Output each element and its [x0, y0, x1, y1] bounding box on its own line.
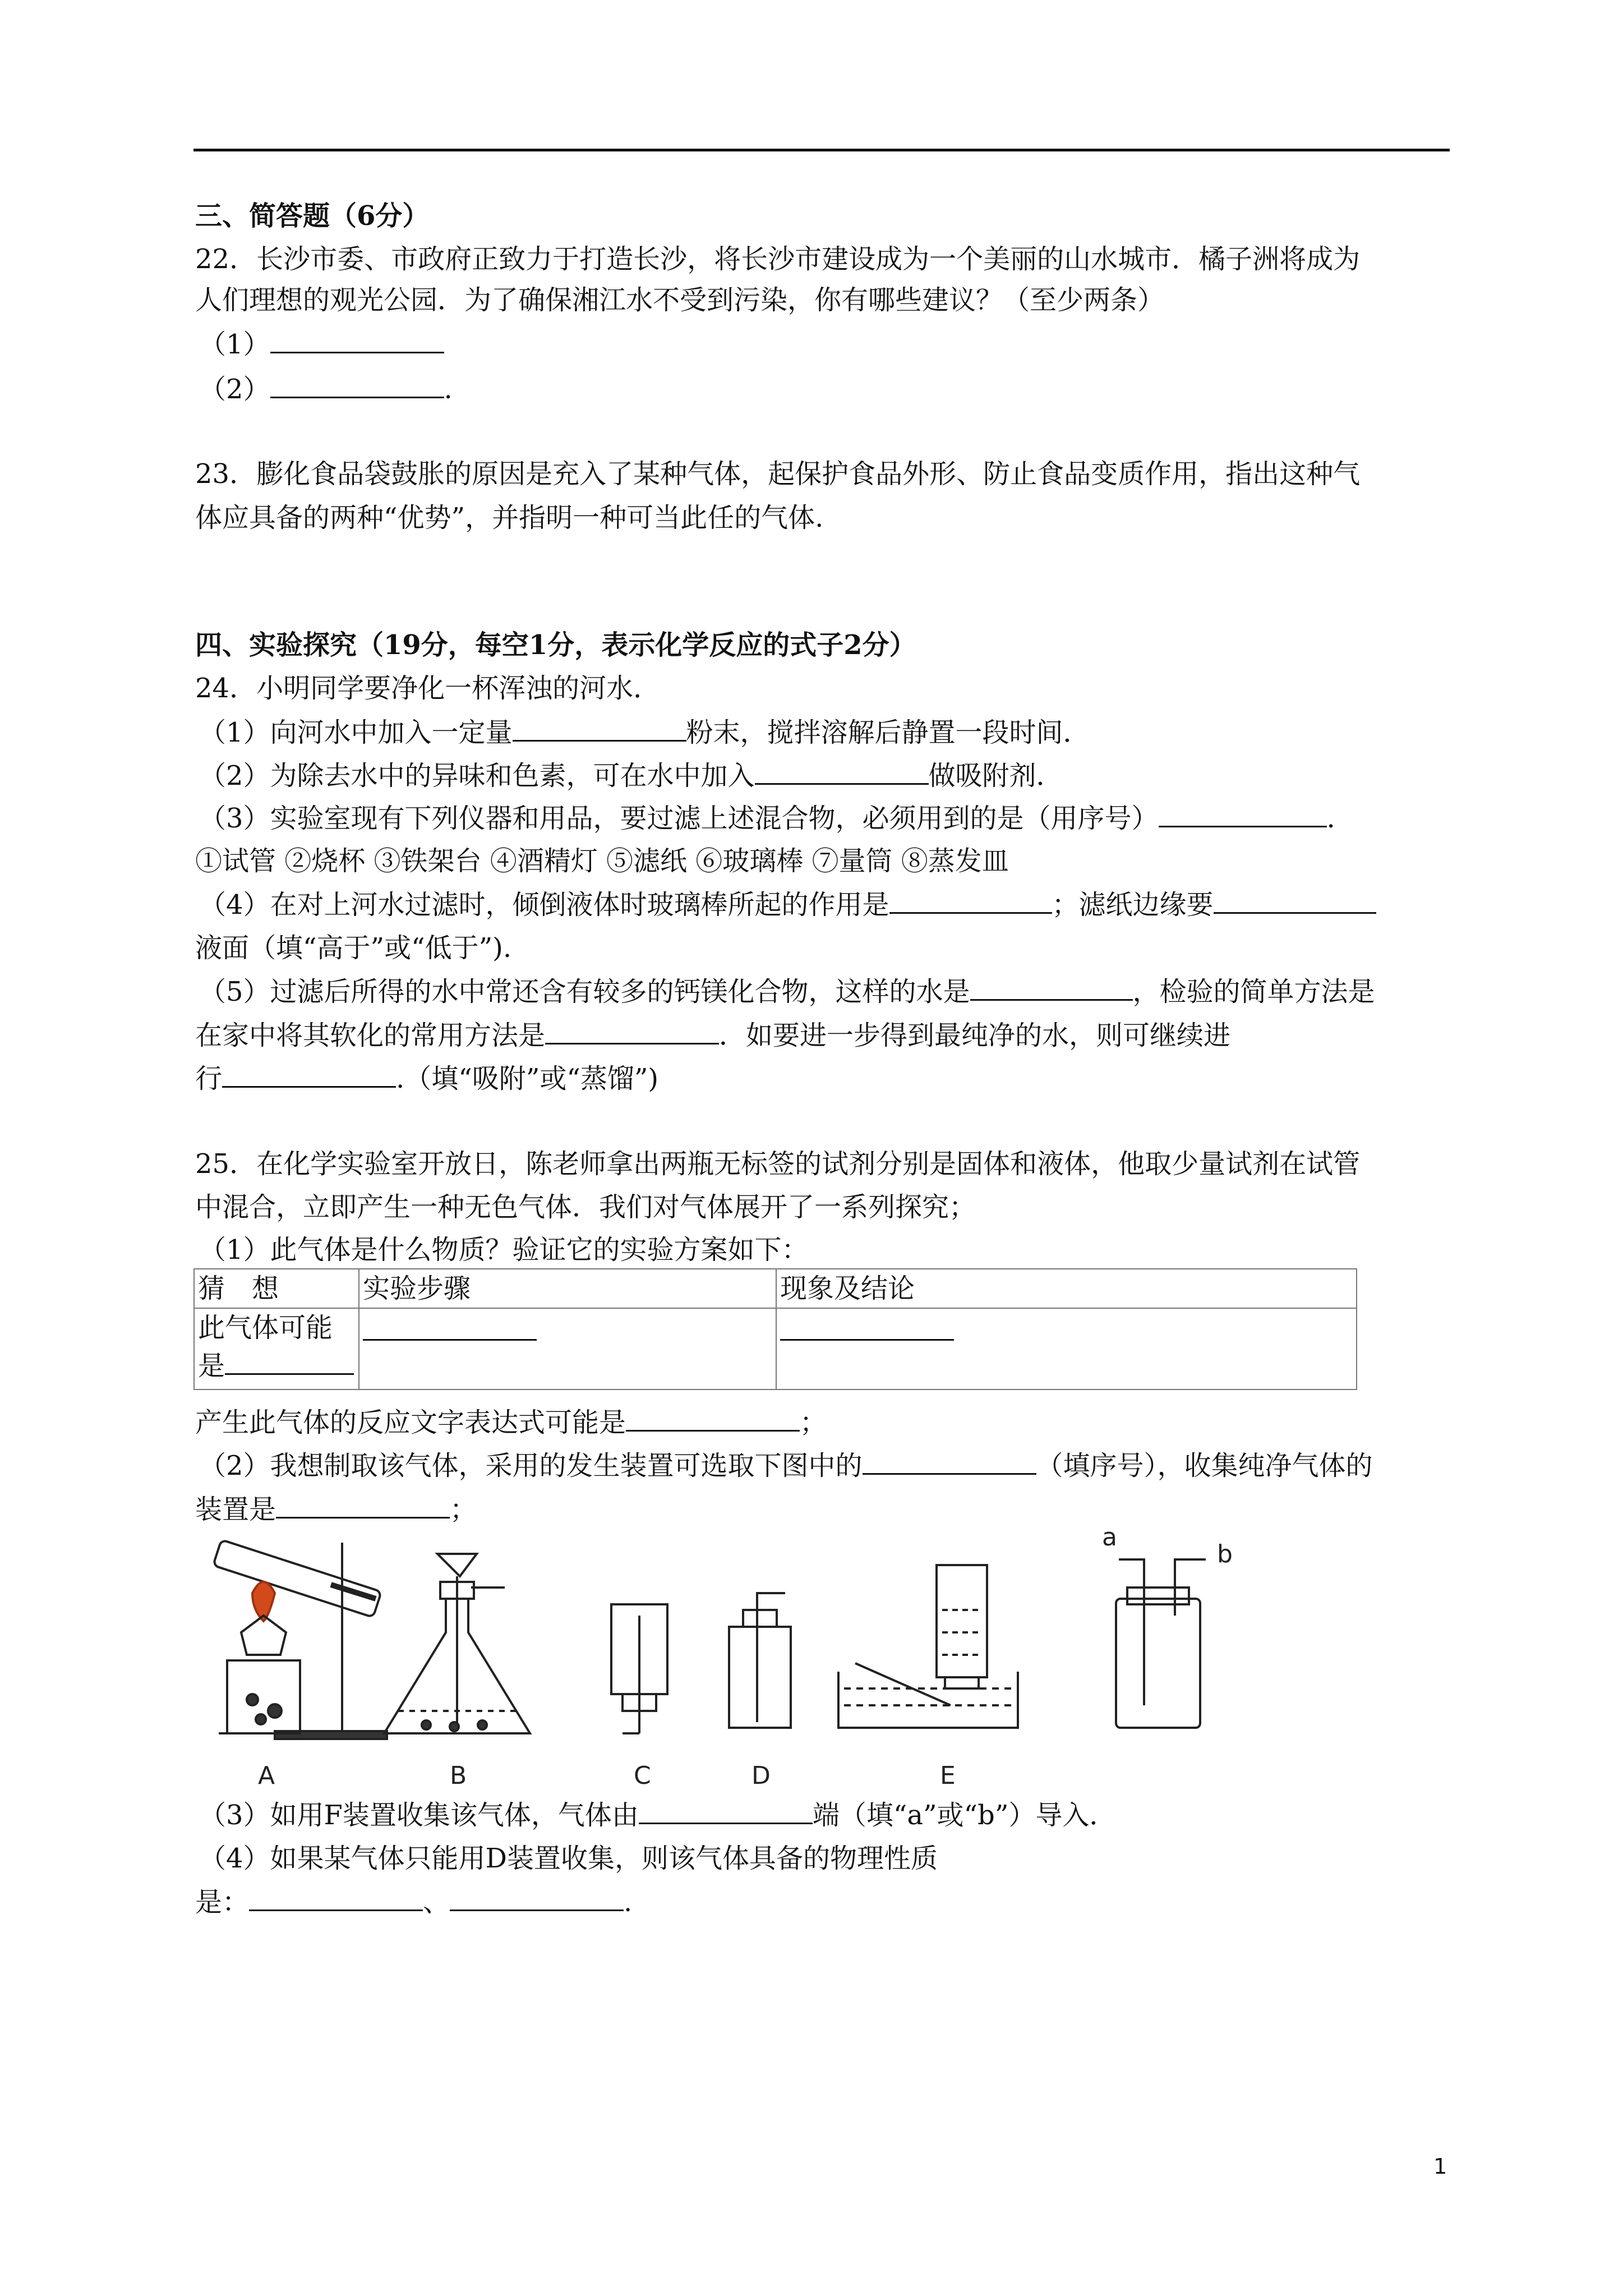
header-rule [193, 149, 1450, 151]
blank[interactable] [450, 1885, 624, 1911]
blank[interactable] [970, 974, 1133, 1001]
apparatus-e [838, 1565, 1018, 1789]
q24-part5-cont: 在家中将其软化的常用方法是 ．如要进一步得到最纯净的水，则可继续进 [195, 1018, 1230, 1052]
apparatus-f [1102, 1523, 1233, 1728]
q25-part2-cont: 装置是 ； [195, 1492, 477, 1526]
q25-part2: （2）我想制取该气体，采用的发生装置可选取下图中的 （填序号），收集纯净气体的 [199, 1448, 1373, 1483]
table-header-result: 现象及结论 [776, 1269, 1357, 1308]
blank[interactable] [363, 1314, 537, 1341]
q24-items: ①试管 ②烧杯 ③铁架台 ④酒精灯 ⑤滤纸 ⑥玻璃棒 ⑦量筒 ⑧蒸发皿 [195, 845, 1009, 877]
label-e: E [940, 1761, 956, 1789]
table-cell-steps [359, 1308, 776, 1389]
q25-equation: 产生此气体的反应文字表达式可能是 ； [195, 1405, 827, 1439]
apparatus-figure [191, 1520, 1312, 1789]
blank[interactable] [780, 1314, 954, 1341]
blank[interactable] [225, 1349, 354, 1375]
q24-part4-cont: 液面（填“高于”或“低于”). [195, 932, 512, 964]
blank[interactable] [513, 715, 686, 742]
q24-part5: （5）过滤后所得的水中常还含有较多的钙镁化合物，这样的水是 ，检验的简单方法是 [199, 974, 1375, 1009]
apparatus-b [384, 1554, 530, 1789]
blank[interactable] [639, 1798, 813, 1824]
section-4-title: 四、实验探究（19分，每空1分，表示化学反应的式子2分） [195, 629, 916, 661]
label-tube-a: a [1102, 1523, 1117, 1552]
q25-line2: 中混合，立即产生一种无色气体．我们对气体展开了一系列探究； [195, 1191, 976, 1223]
q25-part3: （3）如用F装置收集该气体，气体由 端（填“a”或“b”）导入． [199, 1798, 1116, 1832]
label-c: C [634, 1761, 651, 1789]
q24-part4: （4）在对上河水过滤时，倾倒液体时玻璃棒所起的作用是 ；滤纸边缘要 [199, 887, 1376, 922]
apparatus-c [611, 1604, 667, 1789]
page-number: 1 [1433, 2154, 1447, 2179]
q24-part1: （1）向河水中加入一定量 粉末，搅拌溶解后静置一段时间． [199, 715, 1090, 749]
blank[interactable] [545, 1018, 719, 1045]
apparatus-a [213, 1540, 387, 1789]
blank[interactable] [270, 372, 444, 398]
q25-part4: （4）如果某气体只能用D装置收集，则该气体具备的物理性质 [199, 1843, 938, 1874]
label-tube-b: b [1217, 1540, 1233, 1568]
q25-part4-cont: 是： 、 . [195, 1885, 632, 1919]
blank[interactable] [755, 758, 929, 785]
blank[interactable] [626, 1405, 800, 1432]
q24-part5-end: 行 .（填“吸附”或“蒸馏”) [195, 1061, 658, 1096]
q23-line2: 体应具备的两种“优势”，并指明一种可当此任的气体. [195, 502, 824, 533]
q22-answer-2: （2） . [199, 372, 453, 406]
table-cell-result [776, 1308, 1357, 1389]
table-header-guess: 猜 想 [194, 1269, 359, 1308]
blank[interactable] [270, 327, 444, 353]
q25-line1: 25．在化学实验室开放日，陈老师拿出两瓶无标签的试剂分别是固体和液体，他取少量试剂在试管 [195, 1148, 1361, 1180]
q22-line1: 22．长沙市委、市政府正致力于打造长沙，将长沙市建设成为一个美丽的山水城市．橘子洲将成为 [195, 243, 1361, 275]
label-a: A [258, 1761, 275, 1789]
q24-intro: 24．小明同学要净化一杯浑浊的河水． [195, 673, 661, 704]
label-d: D [751, 1761, 771, 1789]
table-cell-guess: 此气体可能 是 [194, 1308, 359, 1389]
blank[interactable] [276, 1492, 450, 1519]
q25-part1: （1）此气体是什么物质？验证它的实验方案如下： [199, 1234, 809, 1266]
experiment-table [193, 1268, 1357, 1390]
q24-part3: （3）实验室现有下列仪器和用品，要过滤上述混合物，必须用到的是（用序号） . [199, 801, 1335, 835]
table-header-steps: 实验步骤 [359, 1269, 776, 1308]
label-b: B [450, 1761, 467, 1789]
blank[interactable] [222, 1061, 396, 1088]
blank[interactable] [863, 1448, 1036, 1475]
q23-line1: 23．膨化食品袋鼓胀的原因是充入了某种气体，起保护食品外形、防止食品变质作用，指出这种气 [195, 458, 1361, 490]
q22-line2: 人们理想的观光公园．为了确保湘江水不受到污染，你有哪些建议？（至少两条） [195, 284, 1165, 316]
blank[interactable] [1214, 887, 1376, 914]
blank[interactable] [1159, 801, 1327, 827]
q24-part2: （2）为除去水中的异味和色素，可在水中加入 做吸附剂． [199, 758, 1063, 793]
q22-answer-1: （1） [199, 327, 444, 361]
apparatus-d [729, 1593, 791, 1789]
blank[interactable] [889, 887, 1052, 914]
blank[interactable] [249, 1885, 423, 1911]
section-3-title: 三、简答题（6分） [195, 200, 430, 232]
